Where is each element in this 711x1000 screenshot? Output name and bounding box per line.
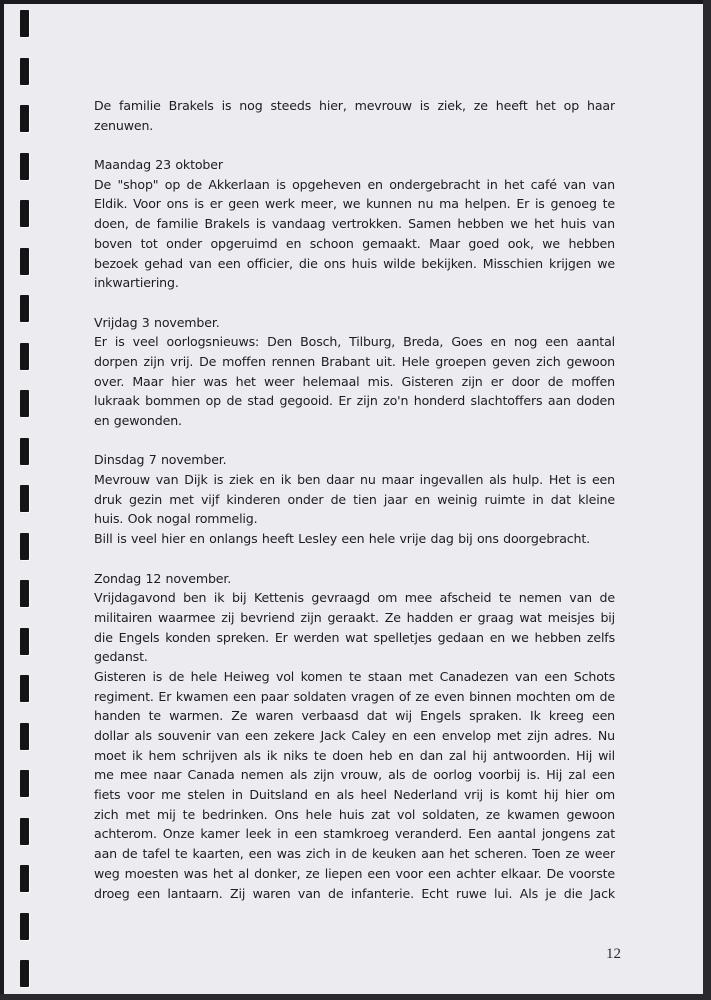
paragraph-gap: [94, 549, 615, 569]
text-line: handen te warmen. Ze waren verbaasd dat wij Engels spraken. Ik kreeg een: [94, 708, 615, 724]
text-line: druk gezin met vijf kinderen onder de tien jaar en weinig ruimte in dat kleine: [94, 491, 615, 507]
text-line: weg moesten was het al donker, ze liepen een voor een achter elkaar. De voorste: [94, 865, 615, 881]
binding-hole: [20, 960, 29, 987]
scanner-edge-right: [703, 0, 711, 1000]
paragraph-gap: [94, 293, 615, 313]
text-line: huis. Ook nogal rommelig.: [94, 511, 258, 527]
binding-hole: [20, 675, 29, 702]
binding-hole: [20, 153, 29, 180]
text-line: zenuwen.: [94, 117, 154, 133]
text-line: zich met mij te bedrinken. Ons hele huis zat vol soldaten, ze kwamen gewoon: [94, 806, 615, 822]
binding-hole: [20, 580, 29, 607]
text-line: Eldik. Voor ons is er geen werk meer, we kunnen nu ma helpen. Er is genoeg te: [94, 196, 615, 212]
binding-hole: [20, 248, 29, 275]
text-line: dollar als souvenir van een zekere Jack Caley en een envelop met zijn adres. Nu: [94, 728, 615, 743]
document-page: [4, 4, 703, 994]
binding-hole: [20, 485, 29, 512]
text-line: en gewonden.: [94, 413, 182, 428]
binding-hole: [20, 295, 29, 322]
binding-hole: [20, 343, 29, 370]
diary-text: [94, 96, 615, 903]
entry-date-heading: Zondag 12 november.: [94, 570, 232, 586]
text-line: droeg een lantaarn. Zij waren van de infanterie. Echt ruwe lui. Als je die Jack: [94, 885, 615, 901]
binding-hole: [20, 10, 29, 37]
binding-hole: [20, 200, 29, 227]
text-line: achterom. Onze kamer leek in een stamkroeg veranderd. Een aantal jongens zat: [94, 826, 615, 842]
binding-hole: [20, 628, 29, 655]
binding-hole: [20, 58, 29, 85]
text-line: dorpen zijn vrij. De moffen rennen Brabant uit. Hele groepen geven zich gewoon: [94, 353, 615, 369]
text-line: boven tot onder opgeruimd en schoon gemaakt. Maar goed ook, we hebben: [94, 235, 615, 251]
text-line: die Engels konden spreken. Er werden wat spelletjes gedaan en we hebben zelfs: [94, 629, 615, 645]
paragraph-gap: [94, 431, 615, 451]
binding-hole: [20, 818, 29, 845]
entry-date-heading: Dinsdag 7 november.: [94, 452, 227, 468]
text-line: De "shop" op de Akkerlaan is opgeheven en ondergebracht in het café van van: [94, 176, 615, 192]
binding-hole: [20, 438, 29, 465]
text-line: me mee naar Canada nemen als zijn vrouw, als de oorlog voorbij is. Hij zal een: [94, 767, 615, 783]
text-line: Vrijdagavond ben ik bij Kettenis gevraagd om mee afscheid te nemen van de: [94, 590, 615, 606]
text-line: gedanst.: [94, 649, 148, 665]
page-number: 12: [606, 946, 621, 962]
text-line: Bill is veel hier en onlangs heeft Lesley een hele vrije dag bij ons doorgebracht.: [94, 531, 591, 547]
text-line: Gisteren is de hele Heiweg vol komen te staan met Canadezen van een Schots: [94, 668, 615, 684]
text-line: doen, de familie Brakels is vandaag vertrokken. Samen hebben we het huis van: [94, 216, 615, 232]
binding-hole: [20, 770, 29, 797]
text-line: militairen waarmee zij bevriend zijn geraakt. Ze hadden er graag wat meisjes bij: [94, 609, 615, 625]
binding-hole: [20, 105, 29, 132]
text-line: over. Maar hier was het weer helemaal mis. Gisteren zijn er door de moffen: [94, 373, 615, 389]
entry-date-heading: Maandag 23 oktober: [94, 157, 223, 173]
entry-date-heading: Vrijdag 3 november.: [94, 314, 220, 330]
text-line: Mevrouw van Dijk is ziek en ik ben daar nu maar ingevallen als hulp. Het is een: [94, 472, 615, 488]
binding-hole: [20, 913, 29, 940]
text-line: moet ik hem schrijven als ik niks te doen heb en dan zal hij antwoorden. Hij wil: [94, 747, 615, 763]
binding-hole: [20, 865, 29, 892]
text-line: regiment. Er kwamen een paar soldaten vragen of ze even binnen mochten om de: [94, 688, 615, 704]
paragraph-gap: [94, 135, 615, 155]
text-line: fiets voor me stelen in Duitsland en als heel Nederland vrij is komt hij hier om: [94, 787, 615, 803]
text-line: inkwartiering.: [94, 275, 179, 291]
binding-hole: [20, 390, 29, 417]
text-line: lukraak bommen op de stad gegooid. Er zijn zo'n honderd slachtoffers aan doden: [94, 393, 615, 409]
text-line: bezoek gehad van een officier, die ons huis wilde bekijken. Misschien krijgen we: [94, 255, 615, 271]
binding-hole: [20, 723, 29, 750]
text-line: aan de tafel te kaarten, een was zich in de keuken aan het scheren. Toen ze weer: [94, 846, 615, 862]
scanner-edge-bottom: [0, 994, 711, 1000]
text-line: Er is veel oorlogsnieuws: Den Bosch, Tilburg, Breda, Goes en nog een aantal: [94, 334, 615, 350]
binding-hole: [20, 533, 29, 560]
text-line: De familie Brakels is nog steeds hier, mevrouw is ziek, ze heeft het op haar: [94, 98, 615, 113]
